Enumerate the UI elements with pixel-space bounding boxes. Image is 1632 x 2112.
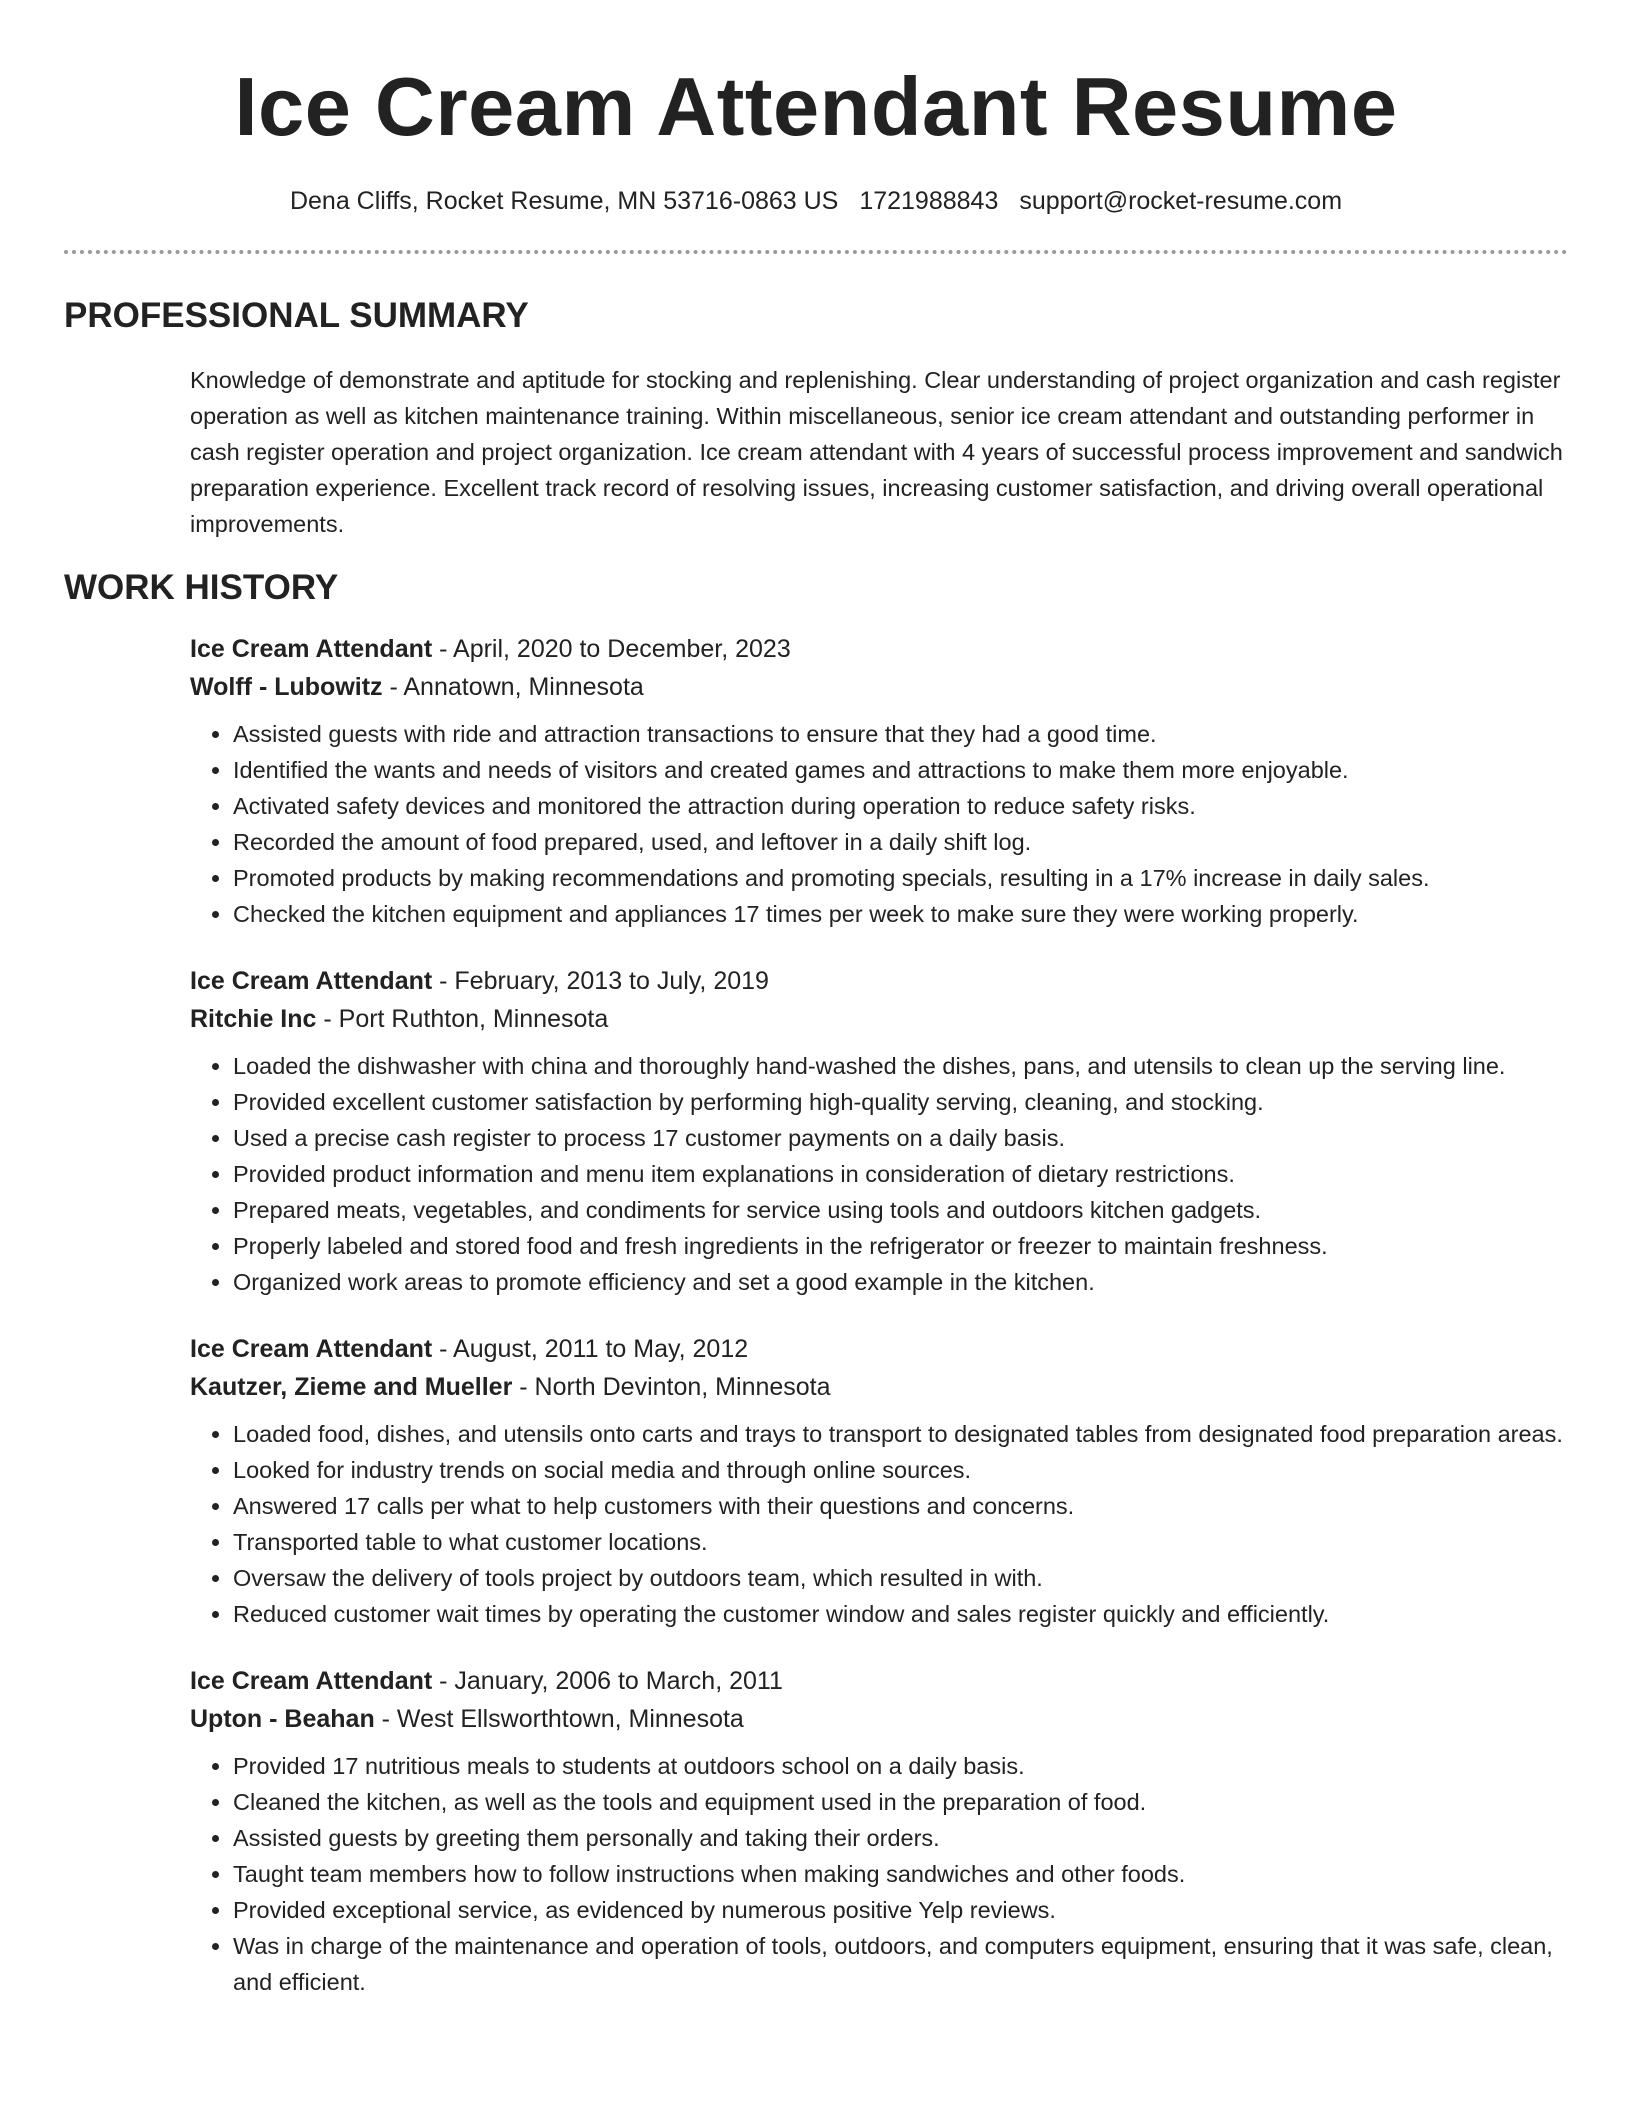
job-bullet: • Provided product information and menu item explanations in consideration of dietary restrictions. xyxy=(233,1156,1568,1192)
job-list xyxy=(190,630,1568,2000)
job-company: Kautzer, Zieme and Mueller xyxy=(190,1373,513,1401)
job-company-line xyxy=(190,668,1568,706)
job-title-line xyxy=(190,1330,1568,1368)
job-dates: - January, 2006 to March, 2011 xyxy=(432,1667,783,1695)
job-location: - North Devinton, Minnesota xyxy=(512,1373,831,1401)
page-title: Ice Cream Attendant Resume xyxy=(234,60,1398,153)
job-dates: - February, 2013 to July, 2019 xyxy=(432,967,769,995)
job-bullet: • Organized work areas to promote efficiency and set a good example in the kitchen. xyxy=(233,1264,1568,1300)
job-bullet: • Provided excellent customer satisfaction by performing high-quality serving, cleaning, and stocking. xyxy=(233,1084,1568,1120)
job-bullet: • Used a precise cash register to process 17 customer payments on a daily basis. xyxy=(233,1120,1568,1156)
job-bullet: • Oversaw the delivery of tools project by outdoors team, which resulted in with. xyxy=(233,1560,1568,1596)
job-bullet: • Reduced customer wait times by operating the customer window and sales register quickly and efficiently. xyxy=(233,1596,1568,1632)
job-location: - Annatown, Minnesota xyxy=(382,673,644,701)
job-bullet: • Transported table to what customer locations. xyxy=(233,1524,1568,1560)
job-company-line xyxy=(190,1700,1568,1738)
job-bullet: • Looked for industry trends on social media and through online sources. xyxy=(233,1452,1568,1488)
contact-phone: 1721988843 xyxy=(859,187,999,215)
job-bullets xyxy=(190,1048,1568,1300)
job-bullet: • Assisted guests with ride and attraction transactions to ensure that they had a good time. xyxy=(233,716,1568,752)
work-history-heading: WORK HISTORY xyxy=(64,568,339,607)
job-entry xyxy=(190,630,1568,932)
job-bullet: • Taught team members how to follow instructions when making sandwiches and other foods. xyxy=(233,1856,1568,1892)
job-entry xyxy=(190,1330,1568,1632)
job-bullet: • Provided 17 nutritious meals to students at outdoors school on a daily basis. xyxy=(233,1748,1568,1784)
header-divider xyxy=(64,250,1568,254)
job-location: - Port Ruthton, Minnesota xyxy=(316,1005,609,1033)
job-bullet: • Provided exceptional service, as evidenced by numerous positive Yelp reviews. xyxy=(233,1892,1568,1928)
job-title: Ice Cream Attendant xyxy=(190,1335,433,1363)
job-bullet: • Loaded the dishwasher with china and thoroughly hand-washed the dishes, pans, and utensils to clean up the serving line. xyxy=(233,1048,1568,1084)
job-bullet: • Properly labeled and stored food and fresh ingredients in the refrigerator or freezer to maintain freshness. xyxy=(233,1228,1568,1264)
job-bullet: • Activated safety devices and monitored the attraction during operation to reduce safety risks. xyxy=(233,788,1568,824)
job-bullet: • Promoted products by making recommendations and promoting specials, resulting in a 17% increase in daily sales. xyxy=(233,860,1568,896)
contact-line xyxy=(64,185,1568,217)
job-bullets xyxy=(190,1748,1568,2000)
job-dates: - August, 2011 to May, 2012 xyxy=(432,1335,749,1363)
job-bullet: • Loaded food, dishes, and utensils onto carts and trays to transport to designated tables from designated food preparation areas. xyxy=(233,1416,1568,1452)
job-bullet: • Recorded the amount of food prepared, used, and leftover in a daily shift log. xyxy=(233,824,1568,860)
job-title: Ice Cream Attendant xyxy=(190,635,433,663)
job-company: Ritchie Inc xyxy=(190,1005,317,1033)
job-bullet: • Cleaned the kitchen, as well as the tools and equipment used in the preparation of food. xyxy=(233,1784,1568,1820)
job-bullets xyxy=(190,1416,1568,1632)
job-location: - West Ellsworthtown, Minnesota xyxy=(374,1705,744,1733)
job-bullet: • Answered 17 calls per what to help customers with their questions and concerns. xyxy=(233,1488,1568,1524)
job-title: Ice Cream Attendant xyxy=(190,967,433,995)
job-entry xyxy=(190,962,1568,1300)
summary-text: Knowledge of demonstrate and aptitude for stocking and replenishing. Clear understanding of project organization and cash register operation as well as kitchen maintenance training. Within miscellaneous, senior ice cream attendant and outstanding performer in cash register operation and project organization. Ice cream attendant with 4 years of successful process improvement and sandwich preparation experience. Excellent track record of resolving issues, increasing customer satisfaction, and driving overall operational improvements. xyxy=(190,367,1563,537)
job-bullets xyxy=(190,716,1568,932)
job-bullet: • Was in charge of the maintenance and operation of tools, outdoors, and computers equipment, ensuring that it was safe, clean, and efficient. xyxy=(233,1928,1568,2000)
job-title-line xyxy=(190,962,1568,1000)
job-title: Ice Cream Attendant xyxy=(190,1667,433,1695)
summary-heading: PROFESSIONAL SUMMARY xyxy=(64,296,529,335)
job-bullet: • Prepared meats, vegetables, and condiments for service using tools and outdoors kitchen gadgets. xyxy=(233,1192,1568,1228)
contact-email: support@rocket-resume.com xyxy=(1019,187,1343,215)
job-dates: - April, 2020 to December, 2023 xyxy=(432,635,791,663)
job-company: Wolff - Lubowitz xyxy=(190,673,383,701)
job-company-line xyxy=(190,1368,1568,1406)
resume-page xyxy=(64,0,1568,2030)
job-title-line xyxy=(190,1662,1568,1700)
job-company-line xyxy=(190,1000,1568,1038)
job-bullet: • Assisted guests by greeting them personally and taking their orders. xyxy=(233,1820,1568,1856)
job-title-line xyxy=(190,630,1568,668)
job-bullet: • Identified the wants and needs of visitors and created games and attractions to make them more enjoyable. xyxy=(233,752,1568,788)
job-entry xyxy=(190,1662,1568,2000)
contact-address: Dena Cliffs, Rocket Resume, MN 53716-0863 US xyxy=(289,187,839,215)
job-bullet: • Checked the kitchen equipment and appliances 17 times per week to make sure they were working properly. xyxy=(233,896,1568,932)
job-company: Upton - Beahan xyxy=(190,1705,375,1733)
